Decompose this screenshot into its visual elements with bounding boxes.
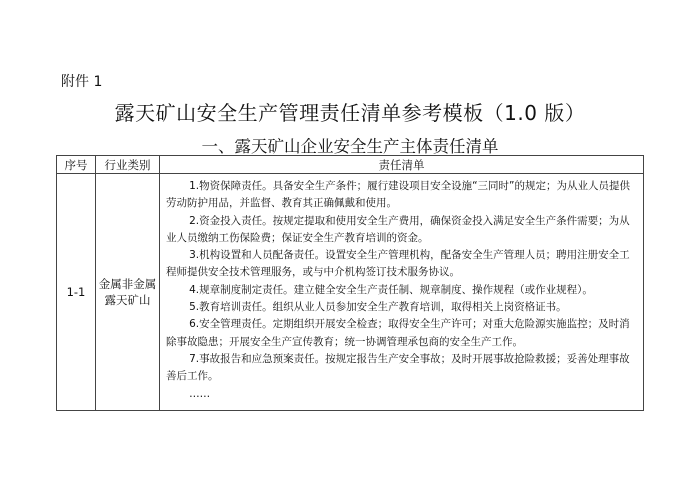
duty-item: 7.事故报告和应急预案责任。按规定报告生产安全事故；及时开展事故抢险救援；妥善处理事故善后工作。 [166,352,630,383]
table-row [57,174,644,411]
duty-item: 2.资金投入责任。按规定提取和使用安全生产费用，确保资金投入满足安全生产条件需要；为从业人员缴纳工伤保险费；保证安全生产教育培训的资金。 [166,214,630,244]
duty-item: 4.规章制度制定责任。建立健全安全生产责任制、规章制度、操作规程（或作业规程）。 [189,283,593,296]
section-subtitle: 一、露天矿山企业安全生产主体责任清单 [201,137,499,156]
duty-item: 3.机构设置和人员配备责任。设置安全生产管理机构，配备安全生产管理人员；聘用注册安全工程师提供安全技术管理服务，或与中介机构签订技术服务协议。 [166,249,630,279]
header-number: 序号 [57,156,96,174]
responsibility-table [56,155,644,411]
attachment-label: 附件 1 [61,74,103,90]
row-industry: 金属非金属露天矿山 [96,174,160,411]
header-industry: 行业类别 [96,156,160,174]
row-number: 1-1 [57,174,96,411]
row-duties [160,174,644,411]
duty-ellipsis: …… [189,387,211,400]
header-duties: 责任清单 [160,156,644,174]
duty-item: 1.物资保障责任。具备安全生产条件；履行建设项目安全设施“三同时”的规定；为从业人员提供劳动防护用品，并监督、教育其正确佩戴和使用。 [166,180,630,210]
duty-item: 5.教育培训责任。组织从业人员参加安全生产教育培训，取得相关上岗资格证书。 [189,301,567,314]
duty-item: 6.安全管理责任。定期组织开展安全检查；取得安全生产许可；对重大危险源实施监控；及时消除事故隐患；开展安全生产宣传教育；统一协调管理承包商的安全生产工作。 [166,318,630,348]
document-title: 露天矿山安全生产管理责任清单参考模板（1.0 版） [114,101,586,125]
table-header-row [57,156,644,174]
